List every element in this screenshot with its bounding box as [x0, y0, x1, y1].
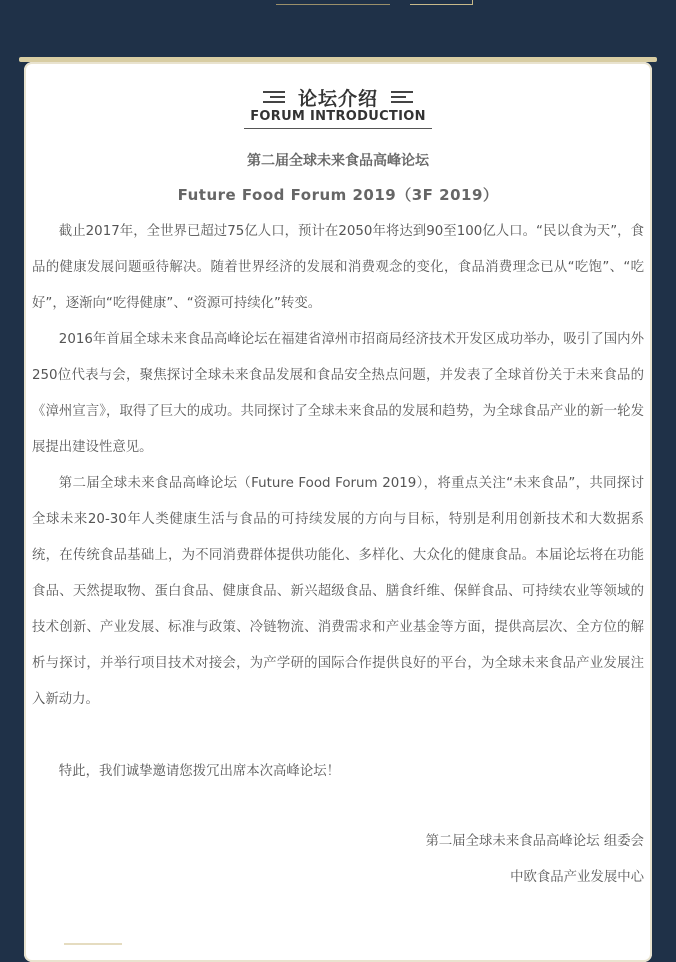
section-title: 论坛介绍	[297, 88, 378, 110]
top-decor-line	[276, 4, 390, 5]
forum-name-cn: 第二届全球未来食品高峰论坛	[247, 153, 429, 169]
menu-lines-icon	[391, 91, 413, 104]
signature-committee: 第二届全球未来食品高峰论坛 组委会	[425, 834, 644, 849]
section-subtitle: FORUM INTRODUCTION	[244, 109, 432, 129]
paragraph: 截止2017年，全世界已超过75亿人口，预计在2050年将达到90至100亿人口。“民以食为天”，食品的健康发展问题亟待解决。随着世界经济的发展和消费观念的变化，食品消费理念已从“吃饱”、“吃好”，逐渐向“吃得健康”、“资源可持续化”转变。	[32, 224, 644, 311]
paragraph: 第二届全球未来食品高峰论坛（Future Food Forum 2019），将重点关注“未来食品”，共同探讨全球未来20-30年人类健康生活与食品的可持续发展的方向与目标，特别是利用创新技术和大数据系统，在传统食品基础上，为不同消费群体提供功能化、多样化、大众化的健康食品。本届论坛将在功能食品、天然提取物、蛋白食品、健康食品、新兴超级食品、膳食纤维、保鲜食品、可持续农业等领域的技术创新、产业发展、标准与政策、冷链物流、消费需求和产业基金等方面，提供高层次、全方位的解析与探讨，并举行项目技术对接会，为产学研的国际合作提供良好的平台，为全球未来食品产业发展注入新动力。	[32, 476, 644, 707]
paragraph: 2016年首届全球未来食品高峰论坛在福建省漳州市招商局经济技术开发区成功举办，吸引了国内外250位代表与会，聚焦探讨全球未来食品发展和食品安全热点问题，并发表了全球首份关于未来食品的《漳州宣言》，取得了巨大的成功。共同探讨了全球未来食品的发展和趋势，为全球食品产业的新一轮发展提出建设性意见。	[32, 332, 644, 455]
top-decor-bracket	[410, 0, 473, 5]
forum-name-en: Future Food Forum 2019（3F 2019）	[177, 186, 499, 204]
signature-organization: 中欧食品产业发展中心	[510, 870, 644, 885]
menu-lines-icon	[263, 91, 285, 104]
section-title-row	[24, 84, 652, 111]
bottom-decor-line	[64, 943, 122, 945]
invitation-text: 特此，我们诚挚邀请您拨冗出席本次高峰论坛！	[58, 764, 340, 779]
intro-body	[32, 214, 644, 790]
intro-card	[24, 62, 652, 962]
